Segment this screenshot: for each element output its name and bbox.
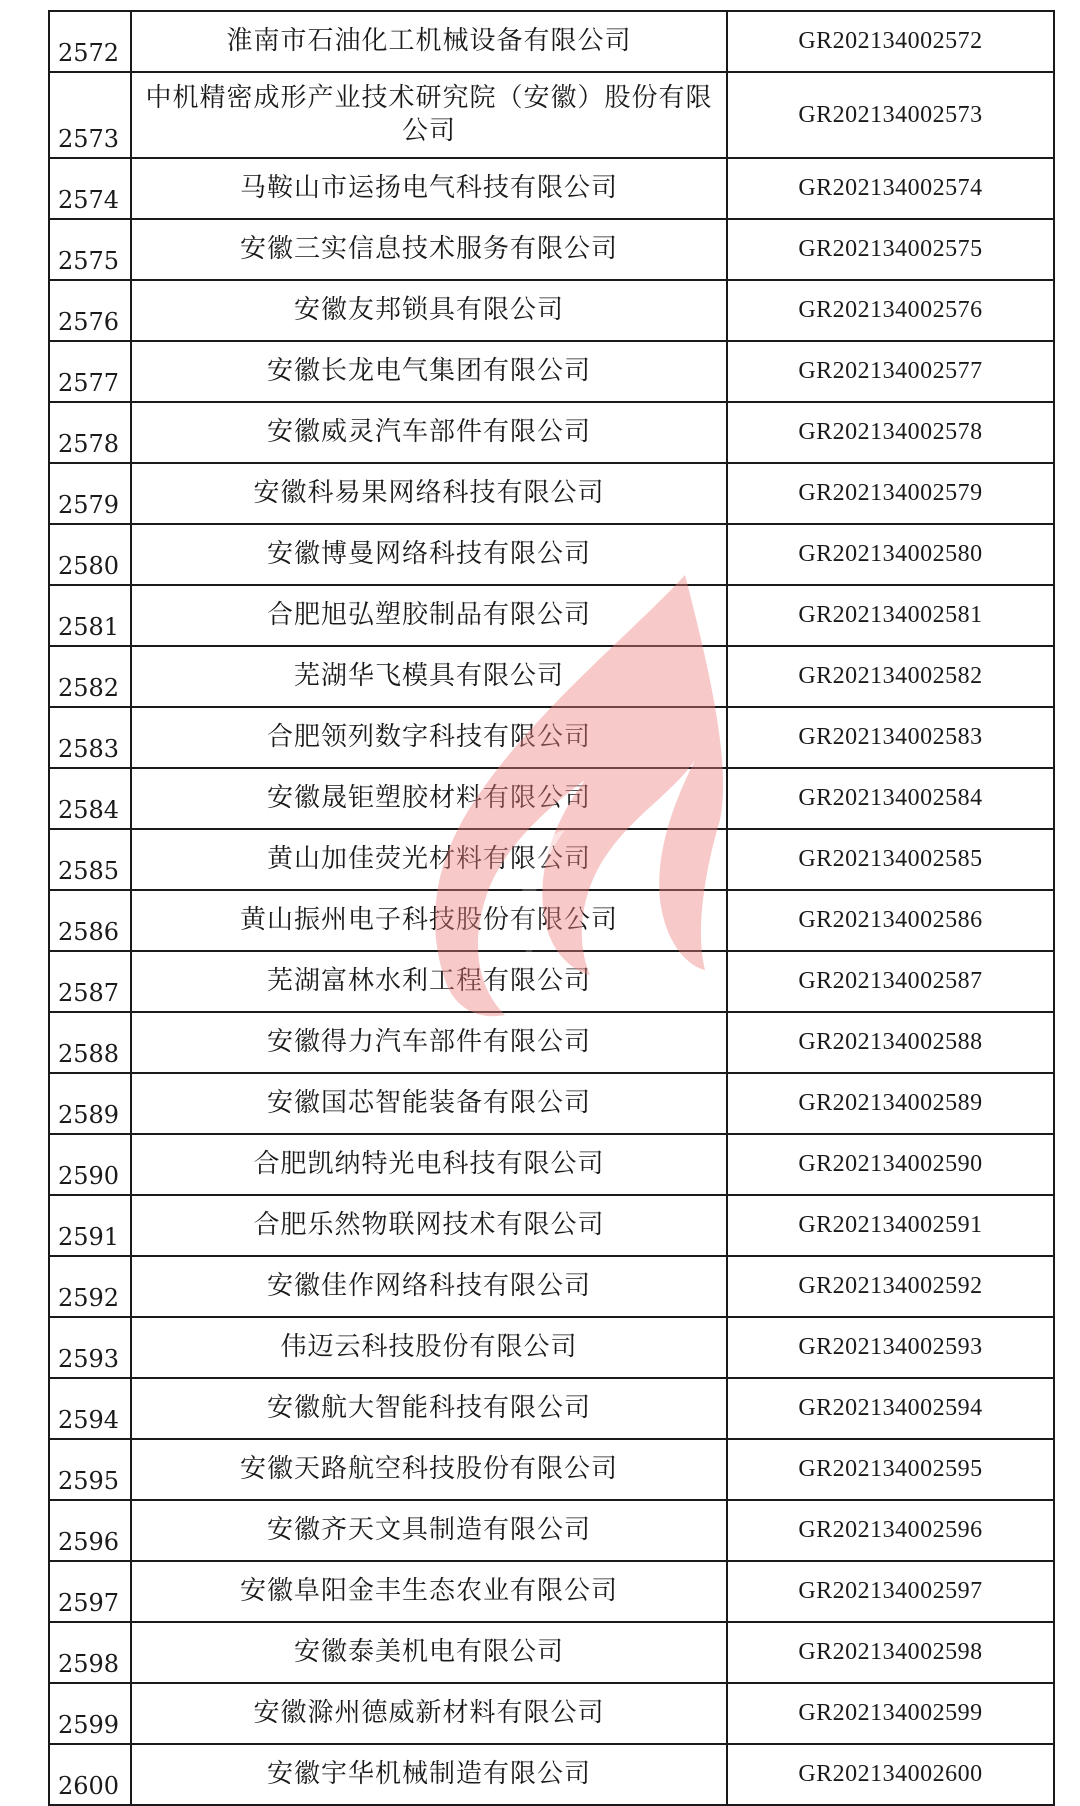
table-row xyxy=(49,951,1054,1012)
row-number: 2594 xyxy=(49,1378,131,1439)
company-name: 安徽得力汽车部件有限公司 xyxy=(131,1012,727,1073)
company-name: 安徽天路航空科技股份有限公司 xyxy=(131,1439,727,1500)
table-row xyxy=(49,524,1054,585)
company-name: 黄山加佳荧光材料有限公司 xyxy=(131,829,727,890)
table-row xyxy=(49,1012,1054,1073)
company-name: 合肥旭弘塑胶制品有限公司 xyxy=(131,585,727,646)
row-number: 2574 xyxy=(49,158,131,219)
certificate-code: GR202134002587 xyxy=(727,951,1054,1012)
row-number: 2576 xyxy=(49,280,131,341)
row-number: 2573 xyxy=(49,72,131,158)
company-name: 安徽滁州德威新材料有限公司 xyxy=(131,1683,727,1744)
table-row xyxy=(49,11,1054,72)
row-number: 2586 xyxy=(49,890,131,951)
table-row xyxy=(49,585,1054,646)
certificate-code: GR202134002574 xyxy=(727,158,1054,219)
row-number: 2583 xyxy=(49,707,131,768)
table-row xyxy=(49,463,1054,524)
row-number: 2581 xyxy=(49,585,131,646)
row-number: 2600 xyxy=(49,1744,131,1805)
row-number: 2572 xyxy=(49,11,131,72)
row-number: 2595 xyxy=(49,1439,131,1500)
row-number: 2577 xyxy=(49,341,131,402)
certificate-code: GR202134002578 xyxy=(727,402,1054,463)
company-name: 合肥领列数字科技有限公司 xyxy=(131,707,727,768)
certificate-code: GR202134002572 xyxy=(727,11,1054,72)
row-number: 2582 xyxy=(49,646,131,707)
company-name: 安徽佳作网络科技有限公司 xyxy=(131,1256,727,1317)
table-row xyxy=(49,829,1054,890)
certificate-code: GR202134002588 xyxy=(727,1012,1054,1073)
table-row xyxy=(49,1317,1054,1378)
certificate-code: GR202134002595 xyxy=(727,1439,1054,1500)
table-row xyxy=(49,1378,1054,1439)
certificate-code: GR202134002579 xyxy=(727,463,1054,524)
table-row xyxy=(49,1134,1054,1195)
certificate-code: GR202134002586 xyxy=(727,890,1054,951)
certificate-code: GR202134002585 xyxy=(727,829,1054,890)
certificate-code: GR202134002583 xyxy=(727,707,1054,768)
certificate-code: GR202134002591 xyxy=(727,1195,1054,1256)
company-name: 安徽友邦锁具有限公司 xyxy=(131,280,727,341)
company-name: 安徽阜阳金丰生态农业有限公司 xyxy=(131,1561,727,1622)
table-row xyxy=(49,768,1054,829)
table-body xyxy=(49,11,1054,1805)
table-row xyxy=(49,646,1054,707)
certificate-code: GR202134002593 xyxy=(727,1317,1054,1378)
company-name: 中机精密成形产业技术研究院（安徽）股份有限公司 xyxy=(131,72,727,158)
certificate-code: GR202134002592 xyxy=(727,1256,1054,1317)
company-name: 安徽齐天文具制造有限公司 xyxy=(131,1500,727,1561)
company-name: 安徽宇华机械制造有限公司 xyxy=(131,1744,727,1805)
row-number: 2590 xyxy=(49,1134,131,1195)
row-number: 2580 xyxy=(49,524,131,585)
table-row xyxy=(49,1744,1054,1805)
certificate-code: GR202134002581 xyxy=(727,585,1054,646)
table-row xyxy=(49,280,1054,341)
table-row xyxy=(49,890,1054,951)
company-name: 安徽晟钜塑胶材料有限公司 xyxy=(131,768,727,829)
certificate-code: GR202134002580 xyxy=(727,524,1054,585)
company-name: 安徽科易果网络科技有限公司 xyxy=(131,463,727,524)
table-row xyxy=(49,72,1054,158)
certificate-code: GR202134002577 xyxy=(727,341,1054,402)
row-number: 2596 xyxy=(49,1500,131,1561)
row-number: 2585 xyxy=(49,829,131,890)
row-number: 2587 xyxy=(49,951,131,1012)
certificate-code: GR202134002582 xyxy=(727,646,1054,707)
certificate-code: GR202134002589 xyxy=(727,1073,1054,1134)
row-number: 2591 xyxy=(49,1195,131,1256)
certificate-code: GR202134002596 xyxy=(727,1500,1054,1561)
company-name: 合肥乐然物联网技术有限公司 xyxy=(131,1195,727,1256)
company-name: 黄山振州电子科技股份有限公司 xyxy=(131,890,727,951)
table-row xyxy=(49,1256,1054,1317)
certificate-code: GR202134002573 xyxy=(727,72,1054,158)
company-name: 安徽泰美机电有限公司 xyxy=(131,1622,727,1683)
table-row xyxy=(49,1500,1054,1561)
company-name: 合肥凯纳特光电科技有限公司 xyxy=(131,1134,727,1195)
company-name: 芜湖华飞模具有限公司 xyxy=(131,646,727,707)
table-row xyxy=(49,1073,1054,1134)
table-row xyxy=(49,219,1054,280)
row-number: 2588 xyxy=(49,1012,131,1073)
company-name: 安徽航大智能科技有限公司 xyxy=(131,1378,727,1439)
row-number: 2597 xyxy=(49,1561,131,1622)
company-name: 芜湖富林水利工程有限公司 xyxy=(131,951,727,1012)
row-number: 2584 xyxy=(49,768,131,829)
company-name: 安徽博曼网络科技有限公司 xyxy=(131,524,727,585)
row-number: 2589 xyxy=(49,1073,131,1134)
table-row xyxy=(49,707,1054,768)
row-number: 2593 xyxy=(49,1317,131,1378)
certificate-code: GR202134002598 xyxy=(727,1622,1054,1683)
certificate-code: GR202134002599 xyxy=(727,1683,1054,1744)
row-number: 2575 xyxy=(49,219,131,280)
table-row xyxy=(49,341,1054,402)
table-row xyxy=(49,1561,1054,1622)
certificate-code: GR202134002584 xyxy=(727,768,1054,829)
enterprise-list-table xyxy=(48,10,1055,1806)
row-number: 2579 xyxy=(49,463,131,524)
row-number: 2598 xyxy=(49,1622,131,1683)
row-number: 2592 xyxy=(49,1256,131,1317)
company-name: 安徽威灵汽车部件有限公司 xyxy=(131,402,727,463)
row-number: 2599 xyxy=(49,1683,131,1744)
certificate-code: GR202134002590 xyxy=(727,1134,1054,1195)
company-name: 安徽长龙电气集团有限公司 xyxy=(131,341,727,402)
certificate-code: GR202134002576 xyxy=(727,280,1054,341)
company-name: 安徽三实信息技术服务有限公司 xyxy=(131,219,727,280)
table-row xyxy=(49,402,1054,463)
company-name: 安徽国芯智能装备有限公司 xyxy=(131,1073,727,1134)
certificate-code: GR202134002594 xyxy=(727,1378,1054,1439)
certificate-code: GR202134002575 xyxy=(727,219,1054,280)
company-name: 马鞍山市运扬电气科技有限公司 xyxy=(131,158,727,219)
table-row xyxy=(49,1195,1054,1256)
table-row xyxy=(49,1439,1054,1500)
row-number: 2578 xyxy=(49,402,131,463)
table-row xyxy=(49,1622,1054,1683)
certificate-code: GR202134002600 xyxy=(727,1744,1054,1805)
company-name: 淮南市石油化工机械设备有限公司 xyxy=(131,11,727,72)
company-name: 伟迈云科技股份有限公司 xyxy=(131,1317,727,1378)
table-row xyxy=(49,158,1054,219)
certificate-code: GR202134002597 xyxy=(727,1561,1054,1622)
table-row xyxy=(49,1683,1054,1744)
